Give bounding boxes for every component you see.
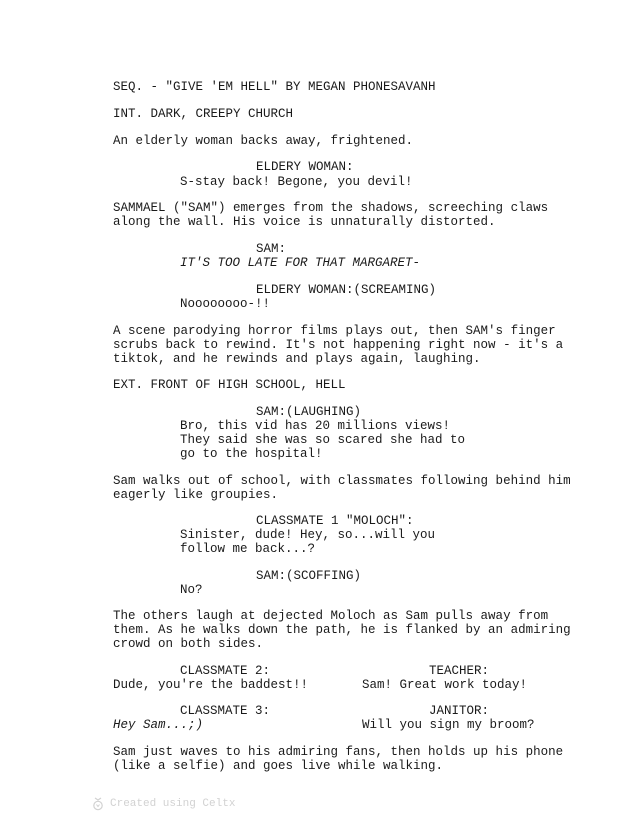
action-line: Sam just waves to his admiring fans, then holds up his phone [113,745,564,759]
dual-character-left: CLASSMATE 2: [180,664,271,678]
scene-heading-int: INT. DARK, CREEPY CHURCH [113,107,294,121]
dialogue-line: S-stay back! Begone, you devil! [180,175,413,189]
dual-character-right: TEACHER: [429,664,490,678]
action-line: SAMMAEL ("SAM") emerges from the shadows, screeching claws [113,201,549,215]
dual-dialogue-right: Will you sign my broom? [362,718,535,732]
dialogue-line: IT'S TOO LATE FOR THAT MARGARET- [180,256,421,270]
watermark-text: Created using Celtx [110,798,236,810]
dialogue-line: Bro, this vid has 20 millions views! [180,419,451,433]
action-line: The others laugh at dejected Moloch as Sam pulls away from [113,609,549,623]
dialogue-line: Sinister, dude! Hey, so...will you [180,528,436,542]
dual-dialogue-left: Hey Sam...;) [113,718,204,732]
character-name: SAM:(SCOFFING) [256,569,362,583]
action-line: crowd on both sides. [113,637,264,651]
action-line: A scene parodying horror films plays out, then SAM's finger [113,324,556,338]
action-line: An elderly woman backs away, frightened. [113,134,414,148]
action-line: eagerly like groupies. [113,488,279,502]
character-name: ELDERY WOMAN: [256,160,354,174]
dialogue-line: Noooooooo-!! [180,297,271,311]
celtx-logo-icon [92,797,104,811]
dialogue-line: follow me back...? [180,542,316,556]
dual-dialogue-right: Sam! Great work today! [362,678,528,692]
character-name: ELDERY WOMAN:(SCREAMING) [256,283,437,297]
character-name: SAM:(LAUGHING) [256,405,362,419]
dual-dialogue-left: Dude, you're the baddest!! [113,678,309,692]
dialogue-line: No? [180,583,203,597]
scene-heading-ext: EXT. FRONT OF HIGH SCHOOL, HELL [113,378,346,392]
action-line: (like a selfie) and goes live while walking. [113,759,444,773]
sequence-heading: SEQ. - "GIVE 'EM HELL" BY MEGAN PHONESAVANH [113,80,436,94]
action-line: them. As he walks down the path, he is flanked by an admiring [113,623,571,637]
dual-character-right: JANITOR: [429,704,490,718]
dialogue-line: go to the hospital! [180,447,323,461]
dialogue-line: They said she was so scared she had to [180,433,466,447]
action-line: Sam walks out of school, with classmates following behind him [113,474,571,488]
celtx-watermark [92,797,235,811]
action-line: tiktok, and he rewinds and plays again, laughing. [113,352,481,366]
character-name: CLASSMATE 1 "MOLOCH": [256,514,414,528]
action-line: along the wall. His voice is unnaturally distorted. [113,215,496,229]
dual-character-left: CLASSMATE 3: [180,704,271,718]
character-name: SAM: [256,242,287,256]
action-line: scrubs back to rewind. It's not happening right now - it's a [113,338,564,352]
